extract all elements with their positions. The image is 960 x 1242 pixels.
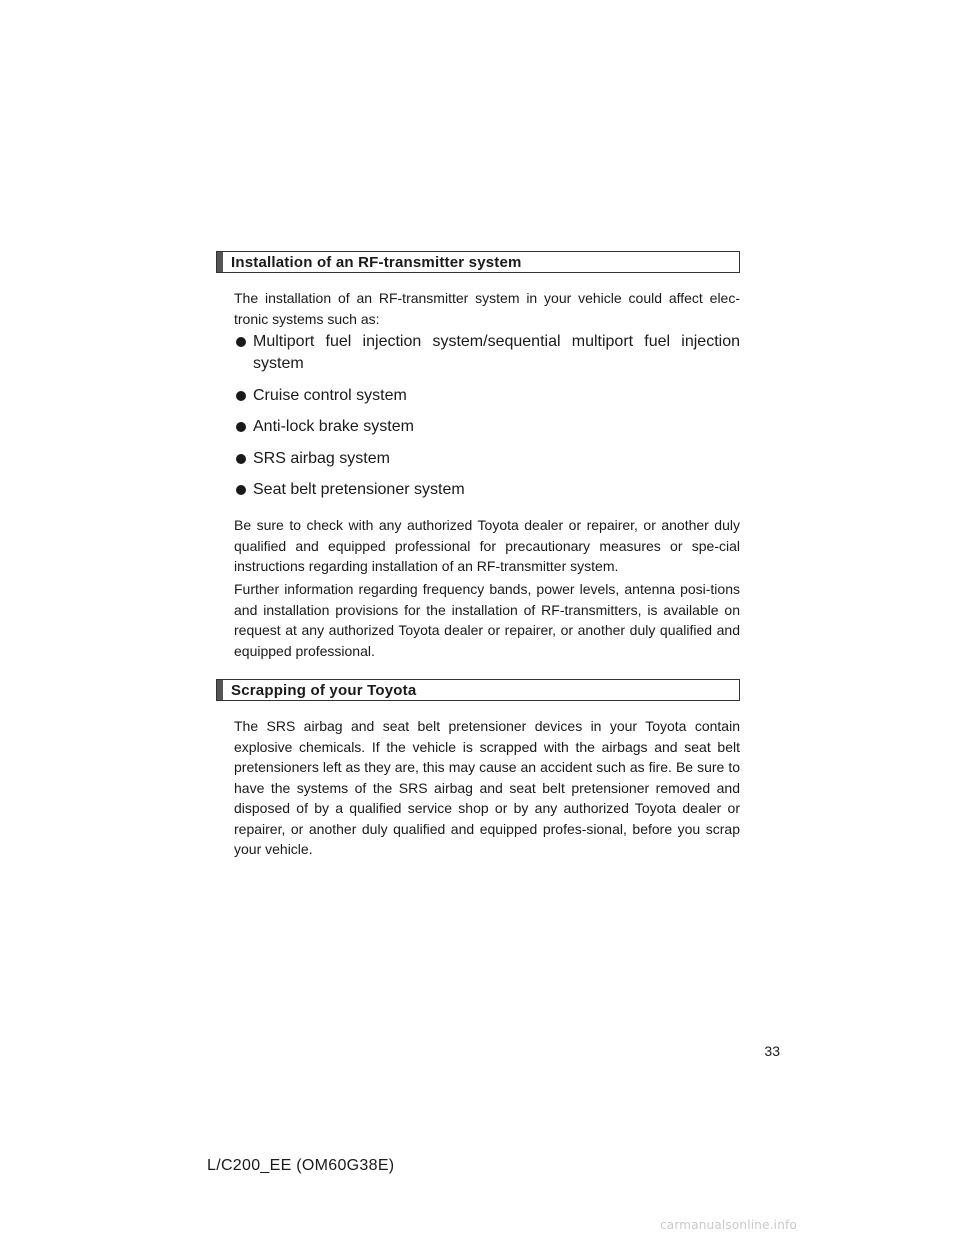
list-item: Anti-lock brake system <box>234 416 740 438</box>
list-item: SRS airbag system <box>234 448 740 470</box>
list-item: Cruise control system <box>234 385 740 407</box>
intro-paragraph: The installation of an RF-transmitter system in your vehicle could affect elec-tronic systems such as: <box>234 290 740 327</box>
scrapping-paragraph: The SRS airbag and seat belt pretensioner devices in your Toyota contain explosive chemicals. If the vehicle is scrapped with the airbags and seat belt pretensioners left as they are, this may cause an accident such as fire. Be sure to have the systems of the SRS airbag and seat belt pretensioner removed and disposed of by a qualified service shop or by any authorized Toyota dealer or repairer, or another duly qualified and equipped profes-sional, before you scrap your vehicle. <box>234 718 740 857</box>
affected-systems-list <box>234 331 740 511</box>
page-number: 33 <box>764 1043 780 1059</box>
further-info-paragraph: Further information regarding frequency bands, power levels, antenna posi-tions and installation provisions for the installation of RF-transmitters, is available on request at any authorized Toyota dealer or repairer, or another duly qualified and equipped professional. <box>234 581 740 659</box>
section-title: Installation of an RF-transmitter system <box>231 254 522 271</box>
list-item: Multiport fuel injection system/sequential multiport fuel injection system <box>234 331 740 375</box>
list-item: Seat belt pretensioner system <box>234 479 740 501</box>
bullet-icon <box>236 454 246 464</box>
watermark: carmanualsonline.info <box>660 1218 797 1232</box>
section-title: Scrapping of your Toyota <box>231 682 417 699</box>
bullet-icon <box>236 337 246 347</box>
section-header-bar <box>217 680 223 700</box>
precaution-paragraph: Be sure to check with any authorized Toyota dealer or repairer, or another duly qualified and equipped professional for precautionary measures or spe-cial instructions regarding installation of an RF-transmitter system. <box>234 517 740 574</box>
section-header-bar <box>217 252 223 272</box>
bullet-icon <box>236 485 246 495</box>
bullet-icon <box>236 391 246 401</box>
document-code: L/C200_EE (OM60G38E) <box>207 1157 395 1174</box>
section-header-scrapping <box>216 679 740 701</box>
section-header-rf-transmitter <box>216 251 740 273</box>
bullet-icon <box>236 422 246 432</box>
